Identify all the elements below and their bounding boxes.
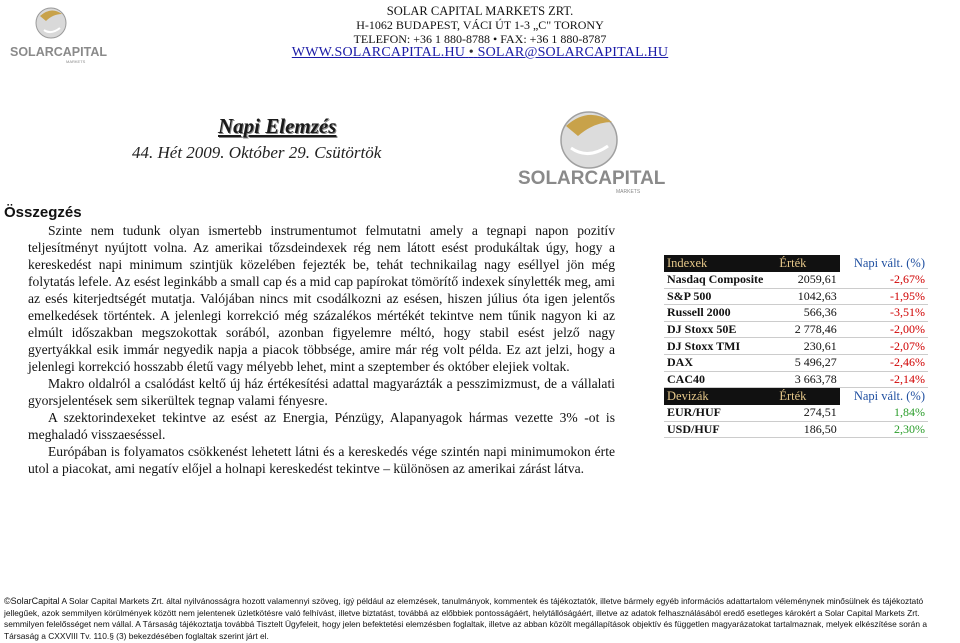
report-title: Napi Elemzés — [218, 114, 337, 138]
index-change: -2,14% — [840, 371, 928, 388]
logo-text: SOLARCAPITAL — [518, 168, 666, 189]
col-header-change: Napi vált. (%) — [840, 388, 928, 406]
table-row — [664, 288, 928, 305]
index-name: DJ Stoxx 50E — [664, 321, 776, 338]
fx-name: EUR/HUF — [664, 405, 776, 421]
fx-header-row — [664, 388, 928, 406]
index-name: Russell 2000 — [664, 305, 776, 322]
index-name: DJ Stoxx TMI — [664, 338, 776, 355]
index-value: 566,36 — [776, 305, 839, 322]
market-table — [664, 255, 928, 438]
table-row — [664, 371, 928, 388]
solarcapital-logo-large — [516, 104, 666, 194]
index-name: CAC40 — [664, 371, 776, 388]
summary-paragraph: Makro oldalról a csalódást keltő új ház értékesítési adattal magyarázták a pesszimizmust, de a vállalati gyorsjelentések sem sikerültek tegnap valami fényesre. — [28, 376, 615, 408]
svg-text:MARKETS: MARKETS — [66, 59, 86, 64]
summary-body — [28, 222, 615, 477]
company-address: H-1062 BUDAPEST, VÁCI ÚT 1-3 „C" TORONY — [356, 18, 604, 32]
index-change: -1,95% — [840, 288, 928, 305]
website-link[interactable]: WWW.SOLARCAPITAL.HU — [291, 45, 466, 60]
summary-heading: Összegzés — [4, 204, 82, 221]
index-value: 3 663,78 — [776, 371, 839, 388]
summary-paragraph: A szektorindexeket tekintve az esést az Energia, Pénzügy, Alapanyagok hármas vezette 3% -ot is meghaladó visszaeséssel. — [28, 410, 615, 442]
index-value: 230,61 — [776, 338, 839, 355]
col-header-name: Devizák — [664, 388, 776, 406]
index-name: DAX — [664, 354, 776, 371]
disclaimer-footer — [4, 596, 954, 642]
table-row — [664, 338, 928, 355]
index-value: 2 778,46 — [776, 321, 839, 338]
index-value: 5 496,27 — [776, 354, 839, 371]
index-change: -2,07% — [840, 338, 928, 355]
logo-emblem-icon — [6, 4, 116, 64]
summary-paragraph: Európában is folyamatos csökkenést lehetett látni és a kereskedés vége szintén napi minimumokon érte utol a piacokat, ami negatív előjel a holnapi kereskedést tekintve – különösen az amerikai zárást látva. — [28, 444, 615, 476]
col-header-name: Indexek — [664, 255, 776, 272]
table-row — [664, 405, 928, 421]
col-header-value: Érték — [776, 255, 839, 272]
indices-header-row — [664, 255, 928, 272]
index-value: 1042,63 — [776, 288, 839, 305]
table-row — [664, 272, 928, 288]
index-change: -2,67% — [840, 272, 928, 288]
index-change: -3,51% — [840, 305, 928, 322]
index-change: -2,46% — [840, 354, 928, 371]
fx-change: 2,30% — [840, 421, 928, 438]
logo-text: SOLARCAPITAL — [10, 45, 107, 59]
col-header-change: Napi vált. (%) — [840, 255, 928, 272]
table-row — [664, 305, 928, 322]
company-phone-fax: TELEFON: +36 1 880-8788 • FAX: +36 1 880-8787 — [353, 32, 607, 46]
fx-value: 186,50 — [776, 421, 839, 438]
logo-emblem-icon — [516, 104, 666, 194]
fx-value: 274,51 — [776, 405, 839, 421]
index-name: Nasdaq Composite — [664, 272, 776, 288]
report-date: 44. Hét 2009. Október 29. Csütörtök — [132, 143, 382, 162]
table-row — [664, 354, 928, 371]
separator-dot: • — [468, 45, 474, 60]
fx-name: USD/HUF — [664, 421, 776, 438]
summary-paragraph: Szinte nem tudunk olyan ismertebb instrumentumot felmutatni amely a tegnapi napon pozitív teljesítményt nyújtott volna. Az amerikai tőzsdeindexek rég nem látott esést produkáltak úgy, hogy a kereskedést napi minimum szintjük közelében fejezték be, tehát technikailag nagy eséllyel jön még folytatás lefele. Az esést leginkább a small cap és a mid cap papírokat tömörítő indexek sínylették meg, ami az esés kiterjedtségét mutatja. Valójában nincs mit csodálkozni az esésen, hiszen július óta igen jelentős emelkedések történtek. A jelenlegi korrekció még százalékos mértékét tekintve nem tűnik nagyon ki az elmúlt időszakban megszokottak sorából, azonban figyelemre méltó, hogy stabil esést jelző nagy gyertyákkal esik immár negyedik napja a piacok többsége, amire már rég volt példa. Ez azt jelzi, hogy a jelenlegi korrekció hosszabb életű vagy mélyebb lehet, mint a szeptember és október elejiek voltak. — [28, 223, 615, 374]
company-name: SOLAR CAPITAL MARKETS ZRT. — [386, 4, 574, 18]
footer-text: A Solar Capital Markets Zrt. által nyilvánosságra hozott valamennyi szöveg, ígý például az elemzések, tanulmányok, kommentek és tájékoztatók, illetve bármely egyéb információs adattartalom véleménynek minősülnek és tájékoztató jellegűek, azok semmilyen körülmények között nem jelentenek üzletkötésre való felhívást, illetve biztatást, továbbá az előbbiek pontosságáért, helytállóságáért, illetve az adatok felhasználásából eredő esetleges károkért a Solar Capital Markets Zrt. semmilyen felelősséget nem vállal. A Társaság tájékoztatja továbbá Tisztelt Ügyfeleit, hogy jelen befektetési elemzésben foglaltak, illetve az abban közölt megállapítások objektív és független magyarázatokat tartalmaznak, melyek elkészítése során a Társaság a CXXVIII Tv. 110.§ (3) bekezdésében foglaltak szerint járt el. — [4, 596, 927, 641]
company-header — [220, 4, 740, 60]
footer-brand: ©SolarCapital — [4, 596, 60, 606]
index-name: S&P 500 — [664, 288, 776, 305]
table-row — [664, 321, 928, 338]
email-link[interactable]: SOLAR@SOLARCAPITAL.HU — [477, 45, 669, 60]
svg-text:MARKETS: MARKETS — [616, 189, 641, 194]
index-value: 2059,61 — [776, 272, 839, 288]
col-header-value: Érték — [776, 388, 839, 406]
solarcapital-logo-small — [6, 4, 116, 64]
index-change: -2,00% — [840, 321, 928, 338]
fx-change: 1,84% — [840, 405, 928, 421]
table-row — [664, 421, 928, 438]
